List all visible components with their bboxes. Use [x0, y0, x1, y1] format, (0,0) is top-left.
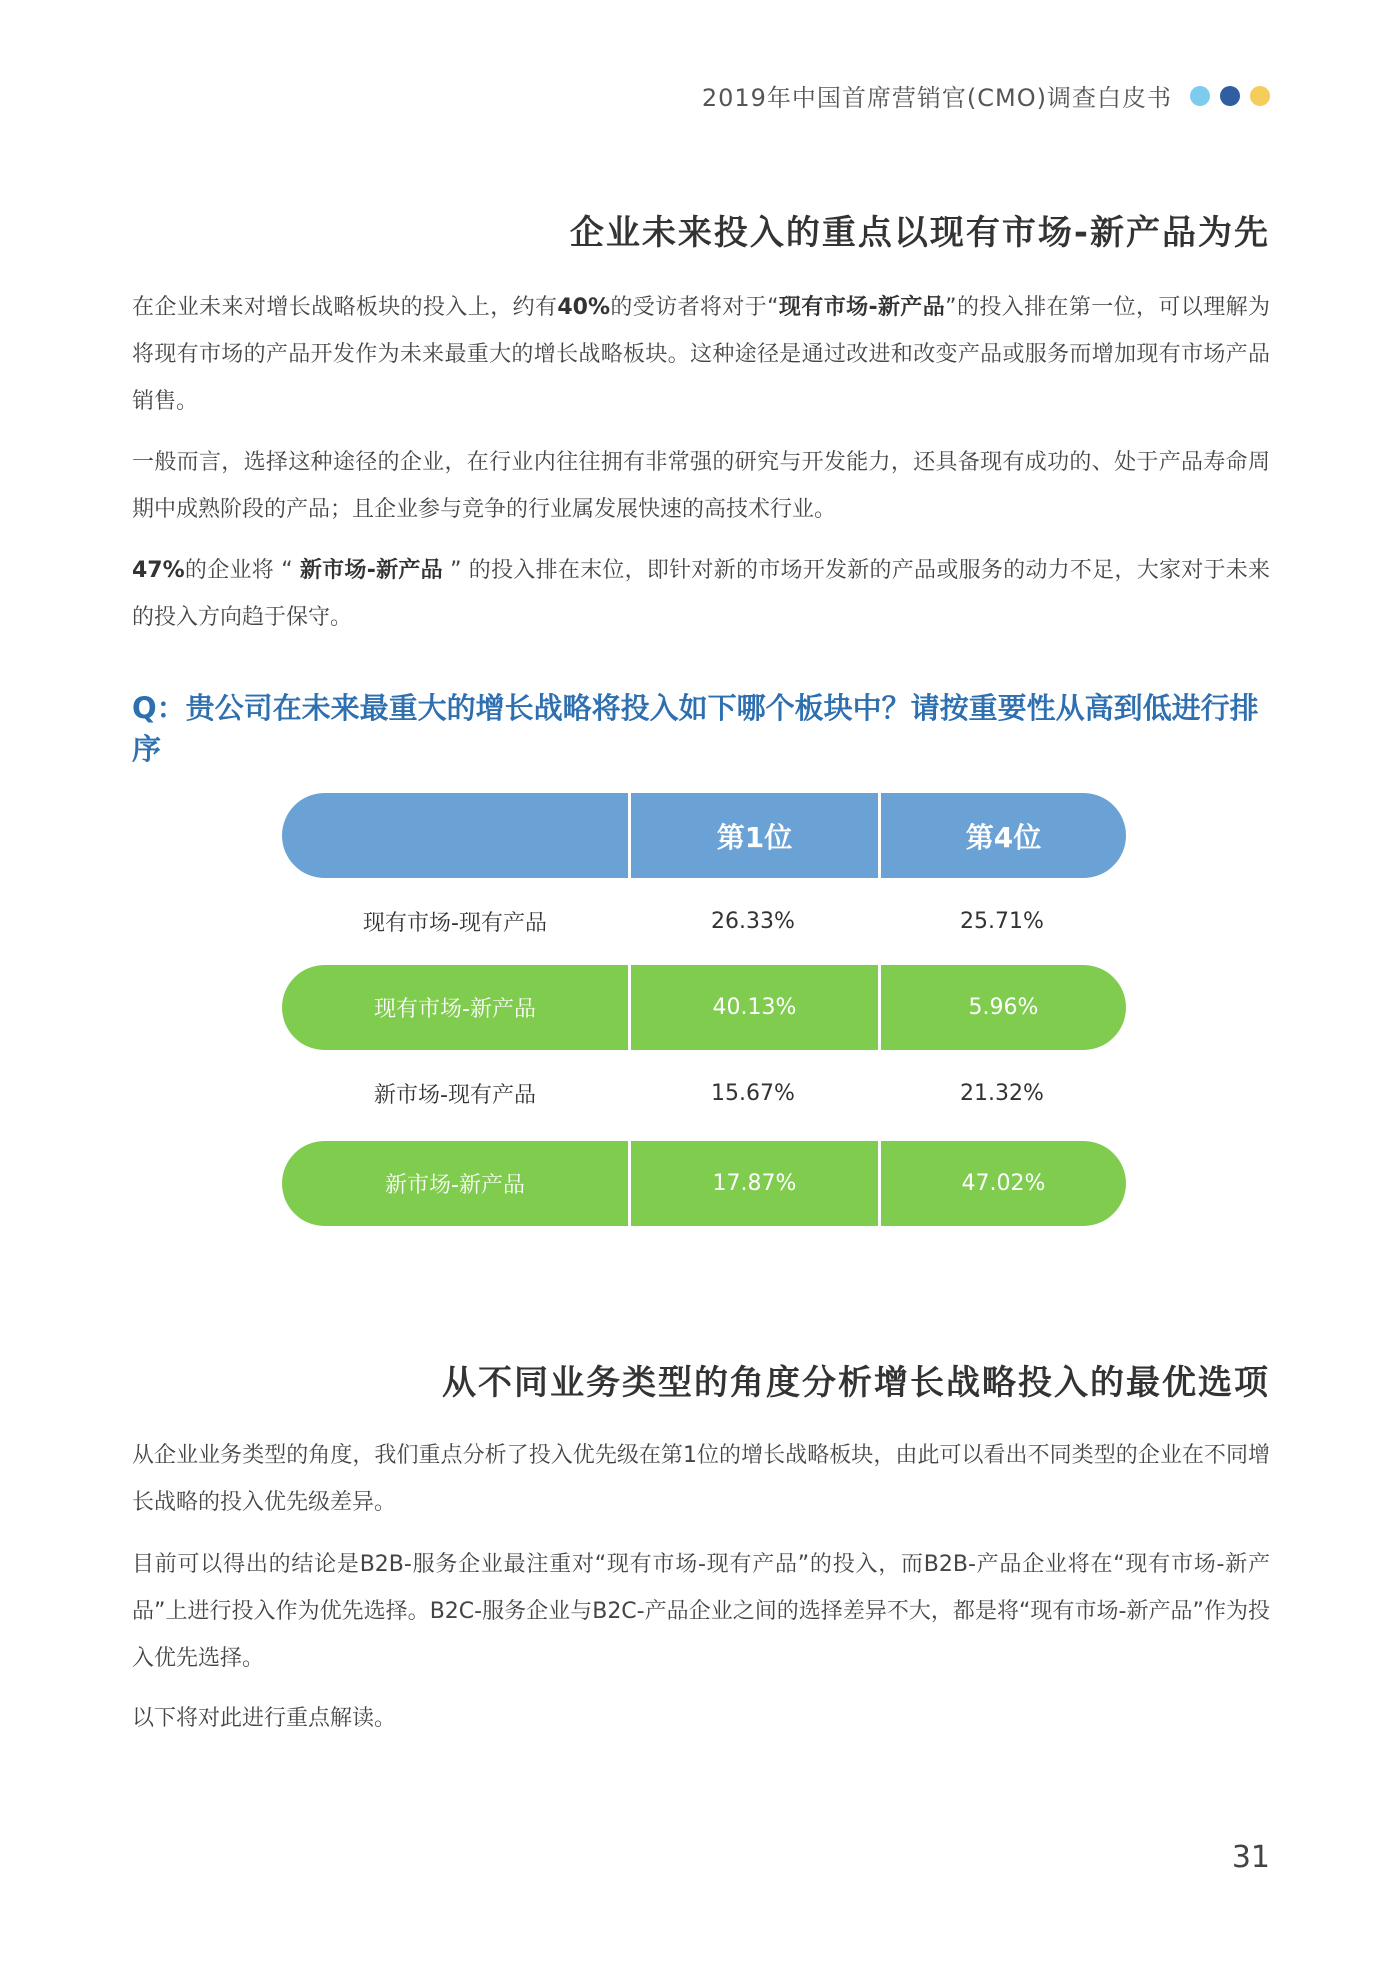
rank-1-value: 26.33%: [711, 909, 795, 934]
section1-paragraph-3: 47%的企业将 “ 新市场-新产品 ” 的投入排在末位，即针对新的市场开发新的产品或服务的动力不足，大家对于未来的投入方向趋于保守。: [132, 558, 1271, 630]
table-header-rank-1: 第1位: [628, 793, 878, 878]
section1-paragraph-2: 一般而言，选择这种途径的企业，在行业内往往拥有非常强的研究与开发能力，还具备现有成功的、处于产品寿命周期中成熟阶段的产品；且企业参与竞争的行业属发展快速的高技术行业。: [132, 450, 1270, 522]
section1-paragraph-1: 在企业未来对增长战略板块的投入上，约有40%的受访者将对于“现有市场-新产品”的投入排在第一位，可以理解为将现有市场的产品开发作为未来最重大的增长战略板块。这种途径是通过改进和改变产品或服务而增加现有市场产品销售。: [132, 295, 1270, 414]
rank-1-value: 15.67%: [711, 1081, 795, 1106]
highlight-existing-market-new-product: 现有市场-新产品: [778, 295, 946, 320]
page-number: 31: [1231, 1840, 1270, 1875]
table-header-empty: [282, 793, 628, 878]
highlight-40-percent: 40%: [557, 295, 611, 320]
rank-4-value: 47.02%: [878, 1141, 1126, 1226]
table-header-row: [282, 793, 1126, 878]
section1-title: 企业未来投入的重点以现有市场-新产品为先: [569, 213, 1270, 253]
row-label: 现有市场-现有产品: [363, 911, 547, 936]
section2-paragraph-2: 目前可以得出的结论是B2B-服务企业最注重对“现有市场-现有产品”的投入，而B2B-产品企业将在“现有市场-新产品”上进行投入作为优先选择。B2C-服务企业与B2C-产品企业之间的选择差异不大，都是将“现有市场-新产品”作为投入优先选择。: [132, 1552, 1270, 1671]
table-row: [282, 1051, 1126, 1136]
rank-1-value: 40.13%: [628, 965, 878, 1050]
section2-paragraph-3: 以下将对此进行重点解读。: [132, 1706, 397, 1731]
survey-question: Q：贵公司在未来最重大的增长战略将投入如下哪个板块中？请按重要性从高到低进行排序: [132, 691, 1259, 766]
dark-blue-dot-icon: [1220, 86, 1240, 106]
rank-4-value: 25.71%: [960, 909, 1044, 934]
section2-paragraph-1: 从企业业务类型的角度，我们重点分析了投入优先级在第1位的增长战略板块，由此可以看出不同类型的企业在不同增长战略的投入优先级差异。: [132, 1443, 1270, 1515]
row-label: 现有市场-新产品: [374, 997, 536, 1022]
table-row: [282, 1141, 1126, 1226]
rank-4-value: 21.32%: [960, 1081, 1044, 1106]
row-label: 新市场-新产品: [385, 1173, 525, 1198]
rank-4-value: 5.96%: [878, 965, 1126, 1050]
table-row: [282, 965, 1126, 1050]
section2-title: 从不同业务类型的角度分析增长战略投入的最优选项: [442, 1363, 1270, 1403]
highlight-47-percent: 47%: [132, 558, 185, 583]
rank-1-value: 17.87%: [628, 1141, 878, 1226]
table-header-rank-4: 第4位: [878, 793, 1126, 878]
light-blue-dot-icon: [1190, 86, 1210, 106]
table-row: [282, 879, 1126, 964]
header-dots: [1190, 86, 1270, 106]
highlight-new-market-new-product: 新市场-新产品: [299, 558, 443, 583]
row-label: 新市场-现有产品: [374, 1083, 536, 1108]
header-title: 2019年中国首席营销官(CMO)调查白皮书: [701, 84, 1172, 112]
yellow-dot-icon: [1250, 86, 1270, 106]
page-header: [702, 78, 1270, 113]
